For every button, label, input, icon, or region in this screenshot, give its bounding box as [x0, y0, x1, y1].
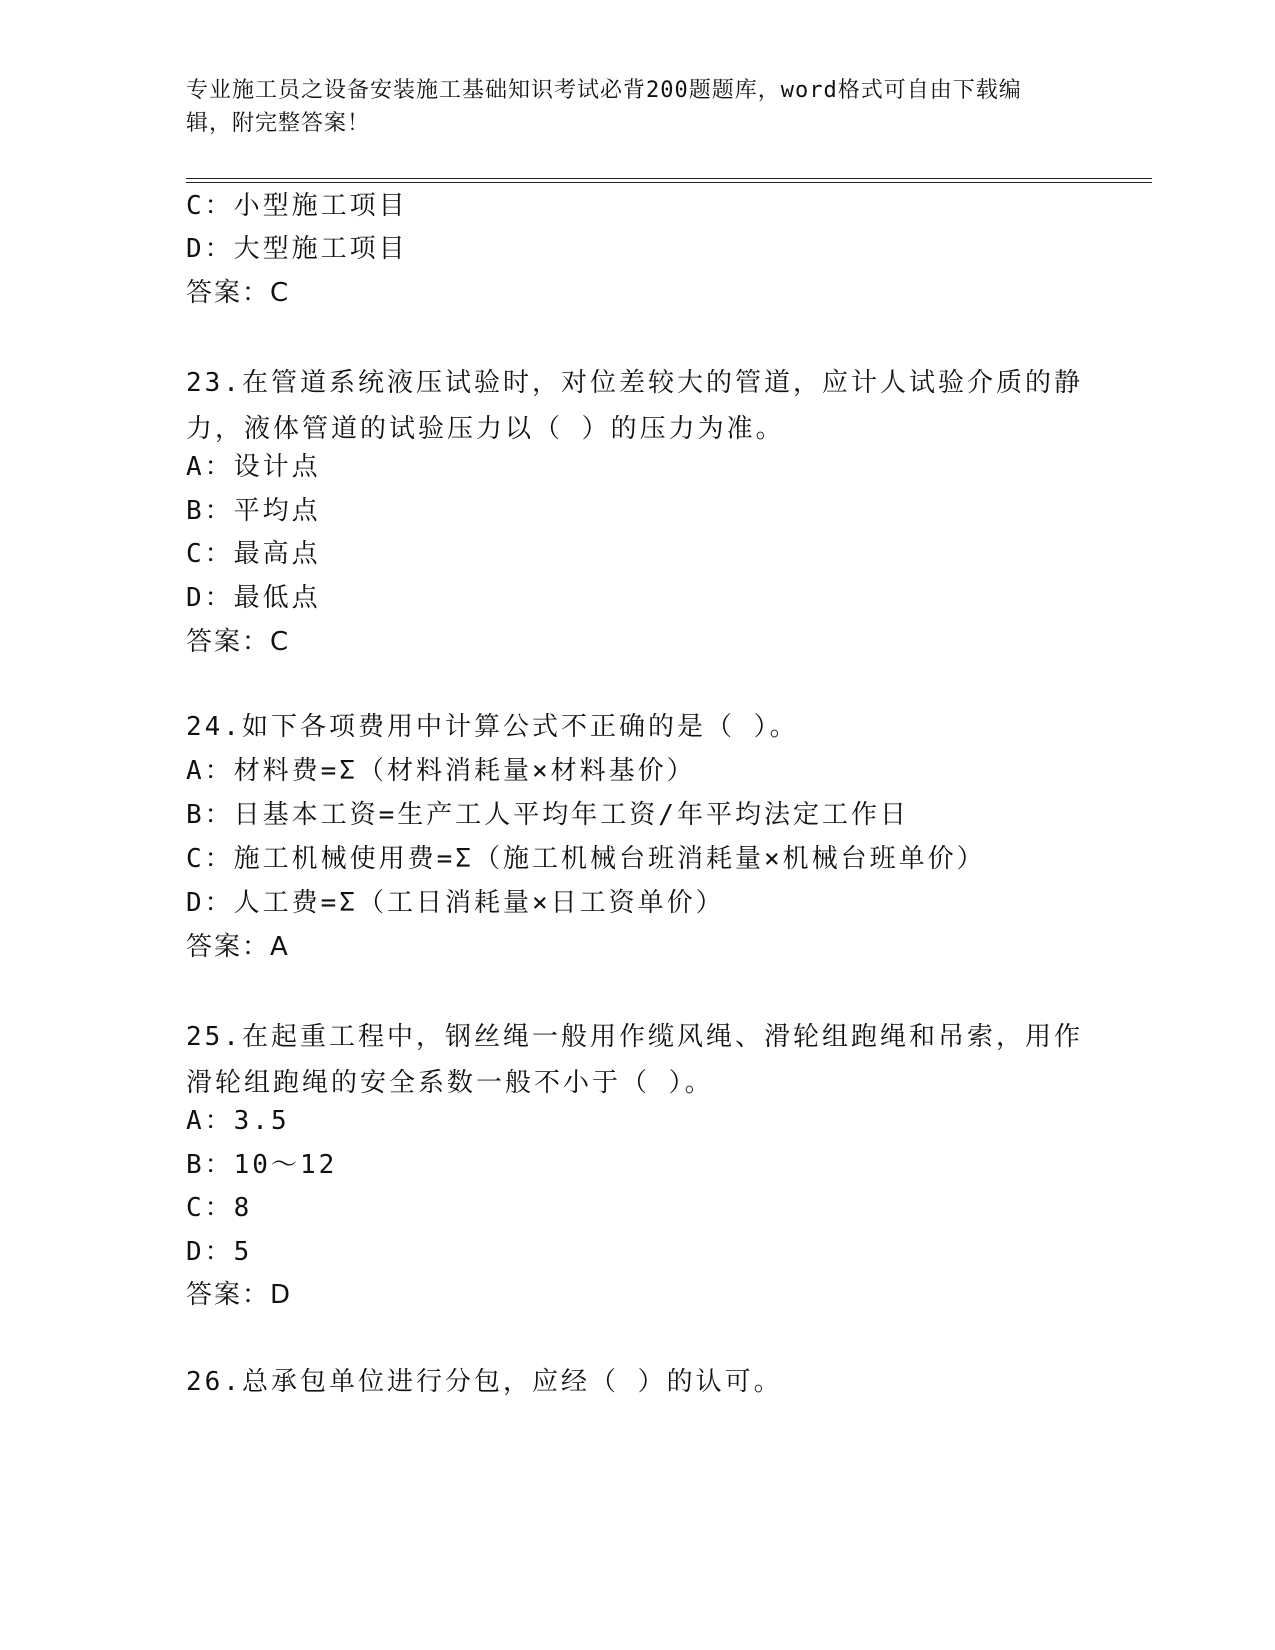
header-rule-bottom [186, 182, 1152, 183]
q26-question: 26.总承包单位进行分包，应经（ ）的认可。 [186, 1367, 783, 1397]
q24-answer: 答案：A [186, 932, 290, 962]
q25-option-a: A：3.5 [186, 1106, 290, 1136]
q25-answer: 答案：D [186, 1280, 293, 1310]
q24-option-b: B：日基本工资=生产工人平均年工资/年平均法定工作日 [186, 800, 909, 830]
q24-option-a: A：材料费=Σ（材料消耗量×材料基价） [186, 756, 696, 786]
q25-option-b: B：10～12 [186, 1150, 338, 1180]
q25-option-d: D：5 [186, 1237, 253, 1267]
header-rule-top [186, 178, 1152, 179]
q25-question: 25.在起重工程中，钢丝绳一般用作缆风绳、滑轮组跑绳和吊索，用作滑轮组跑绳的安全系数一般不小于（ ）。 [186, 1022, 1083, 1098]
q23-option-c: C：最高点 [186, 539, 321, 569]
q22-option-d: D：大型施工项目 [186, 234, 408, 264]
q22-answer: 答案：C [186, 278, 291, 308]
q24-option-c: C：施工机械使用费=Σ（施工机械台班消耗量×机械台班单价） [186, 844, 986, 874]
q23-option-d: D：最低点 [186, 583, 321, 613]
q24-option-d: D：人工费=Σ（工日消耗量×日工资单价） [186, 888, 725, 918]
q23-option-a: A：设计点 [186, 452, 321, 482]
q22-option-c: C：小型施工项目 [186, 191, 408, 221]
q23-answer: 答案：C [186, 627, 291, 657]
q23-question: 23.在管道系统液压试验时，对位差较大的管道，应计人试验介质的静力，液体管道的试验压力以（ ）的压力为准。 [186, 368, 1083, 444]
q23-option-b: B：平均点 [186, 496, 321, 526]
q24-question: 24.如下各项费用中计算公式不正确的是（ ）。 [186, 712, 799, 742]
q25-option-c: C：8 [186, 1193, 253, 1223]
page-header: 专业施工员之设备安装施工基础知识考试必背200题题库，word格式可自由下载编辑，附完整答案！ [186, 78, 1022, 136]
